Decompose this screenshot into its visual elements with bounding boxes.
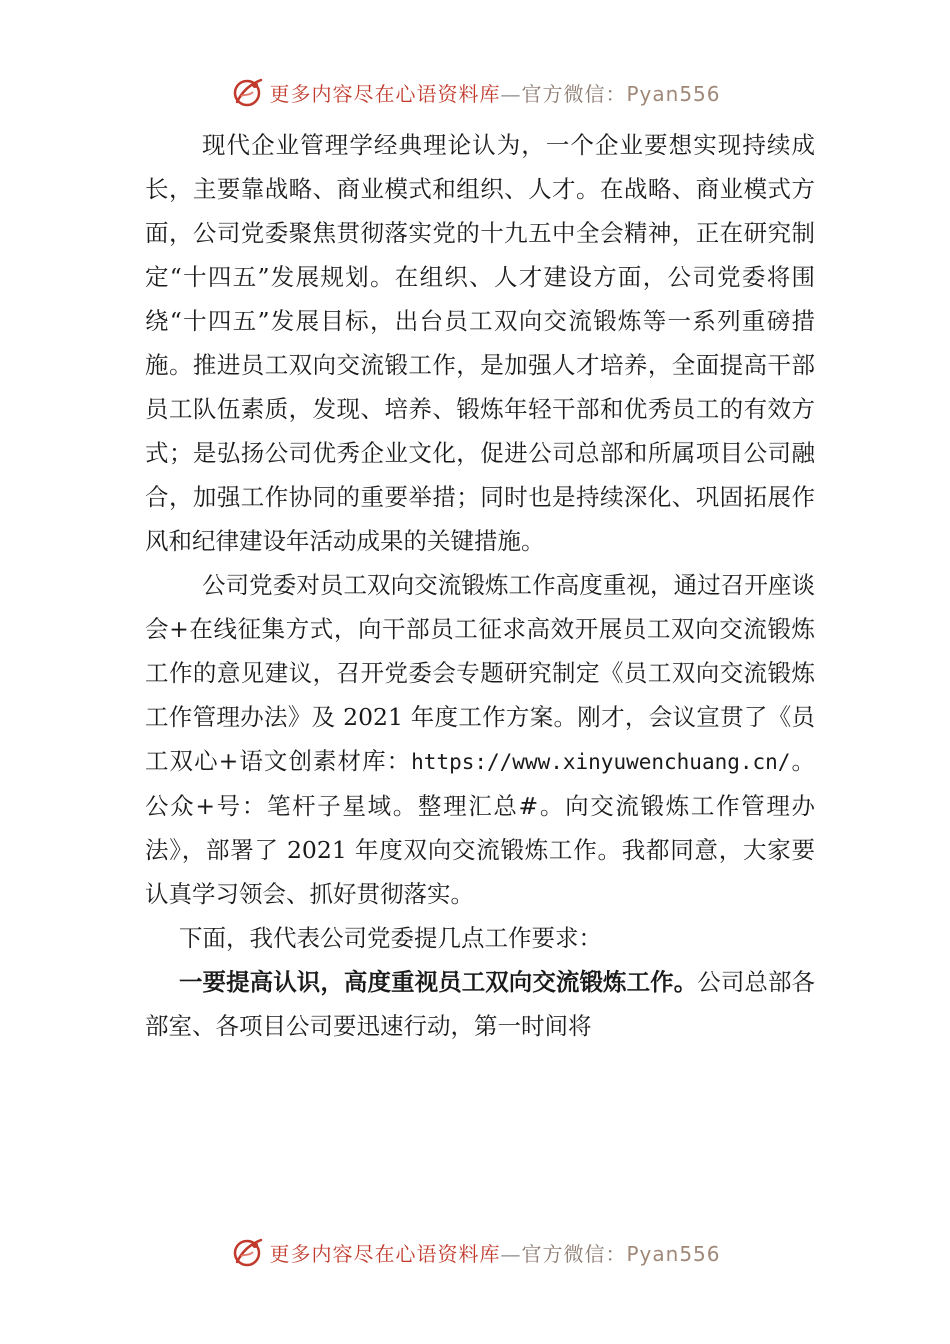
header-banner-text [269, 78, 720, 107]
paragraph-2 [145, 563, 815, 916]
paragraph-1: 现代企业管理学经典理论认为，一个企业要想实现持续成长，主要靠战略、商业模式和组织、人才。在战略、商业模式方面，公司党委聚焦贯彻落实党的十九五中全会精神，正在研究制定“十四五”发展规划。在组织、人才建设方面，公司党委将围绕“十四五”发展目标，出台员工双向交流锻炼等一系列重磅措施。推进员工双向交流锻工作，是加强人才培养，全面提高干部员工队伍素质，发现、培养、锻炼年轻干部和优秀员工的有效方式；是弘扬公司优秀企业文化，促进公司总部和所属项目公司融合，加强工作协同的重要举措；同时也是持续深化、巩固拓展作风和纪律建设年活动成果的关键措施。 [145, 131, 815, 555]
footer-banner [0, 1232, 950, 1272]
banner-title: 更多内容尽在心语资料库 [269, 81, 501, 106]
banner-wechat-label: 官方微信： [521, 81, 627, 106]
paragraph-2-text-b: 。公众+号：笔杆子星域。整理汇总#。向交流锻炼工作管理办法》，部署了 2021 年度双向交流锻炼工作。我都同意，大家要认真学习领会、抓好贯彻落实。 [145, 747, 815, 908]
banner-dash: — [500, 81, 522, 106]
paragraph-4 [145, 960, 815, 1048]
banner-wechat-id: Pyan556 [626, 81, 721, 106]
header-banner [0, 72, 950, 112]
paragraph-4-heading: 一要提高认识，高度重视员工双向交流锻炼工作。 [179, 968, 698, 996]
website-link[interactable]: https://www.xinyuwenchuang.cn/ [411, 750, 791, 774]
banner-dash: — [500, 1241, 522, 1266]
paragraph-2-text-a: 公司党委对员工双向交流锻炼工作高度重视，通过召开座谈会+在线征集方式，向干部员工征求高效开展员工双向交流锻炼工作的意见建议，召开党委会专题研究制定《员工双向交流锻炼工作管理办法》及 2021 年度工作方案。刚才，会议宣贯了《员工双心+语文创素材库： [145, 571, 815, 775]
paragraph-3: 下面，我代表公司党委提几点工作要求： [179, 924, 602, 952]
banner-wechat-id: Pyan556 [626, 1241, 721, 1266]
footer-banner-text [269, 1238, 720, 1267]
library-logo-icon [229, 74, 265, 110]
banner-wechat-label: 官方微信： [521, 1241, 627, 1266]
paragraph-4-text: 公司总部各部室、各项目公司要迅速行动，第一时间将 [145, 968, 816, 1040]
library-logo-icon [229, 1234, 265, 1270]
banner-title: 更多内容尽在心语资料库 [269, 1241, 501, 1266]
document-body [145, 123, 815, 1048]
